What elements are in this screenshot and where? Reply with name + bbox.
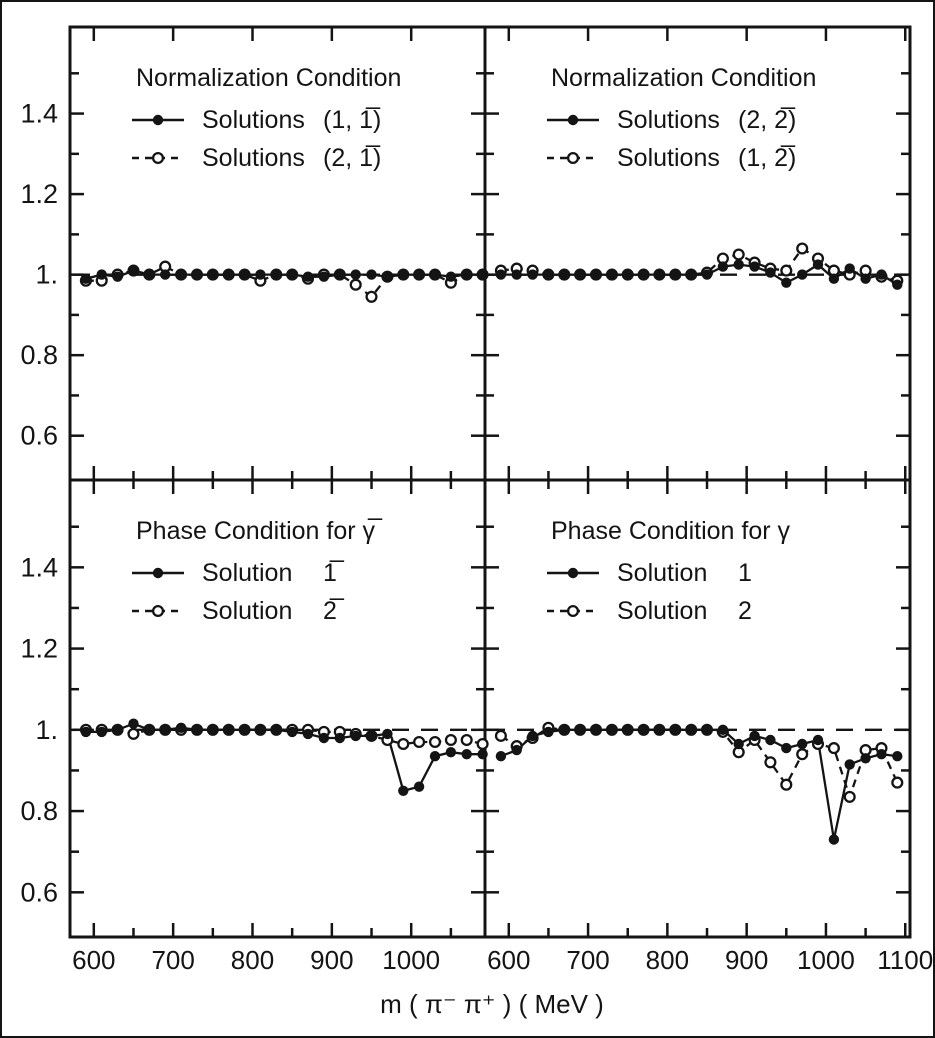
data-point-marker [512,269,522,279]
legend-value: 1 [738,559,752,587]
data-point-marker [239,269,249,279]
legend-filled-circle-icon [153,115,163,125]
data-point-marker [876,269,886,279]
data-point-marker [112,272,122,282]
legend-label: Solutions [617,106,720,134]
data-point-marker [97,727,107,737]
x-tick-label: 600 [487,945,531,975]
data-point-marker [686,269,696,279]
data-point-marker [335,269,345,279]
data-point-marker [303,729,313,739]
data-point-marker [559,269,569,279]
data-point-marker [287,727,297,737]
data-point-marker [351,269,361,279]
x-tick-label: 900 [310,945,354,975]
data-point-marker [176,269,186,279]
data-point-marker [398,786,408,796]
data-point-marker [224,269,234,279]
data-point-marker [160,269,170,279]
data-point-marker [398,739,408,749]
data-point-marker [367,292,377,302]
legend-value: 2̅ [323,597,337,625]
legend-label: Solutions [617,144,720,172]
data-point-marker [575,269,585,279]
data-point-marker [527,731,537,741]
data-point-marker [781,743,791,753]
legend-value: 2 [738,597,752,625]
data-point-marker [128,719,138,729]
data-point-marker [81,274,91,284]
data-point-marker [81,727,91,737]
data-point-marker [734,739,744,749]
data-point-marker [892,280,902,290]
data-point-marker [734,250,744,260]
y-tick-label: 1.4 [20,98,58,129]
data-point-marker [527,269,537,279]
data-point-marker [414,269,424,279]
data-point-marker [781,266,791,276]
legend-value: (1, 1̅) [323,106,382,134]
data-point-marker [797,269,807,279]
data-point-marker [718,725,728,735]
data-point-marker [208,725,218,735]
legend-open-circle-icon [568,153,578,163]
data-point-marker [128,265,138,275]
data-point-marker [496,731,506,741]
data-point-marker [335,733,345,743]
data-point-marker [876,749,886,759]
data-point-marker [860,753,870,763]
data-point-marker [781,278,791,288]
x-tick-label: 1000 [382,945,441,975]
data-point-marker [462,269,472,279]
data-point-marker [382,729,392,739]
data-point-marker [271,269,281,279]
data-point-marker [670,725,680,735]
data-point-marker [462,735,472,745]
data-point-marker [559,725,569,735]
data-point-marker [543,269,553,279]
legend-filled-circle-icon [153,568,163,578]
data-point-marker [97,269,107,279]
legend-label: Solutions [202,144,305,172]
data-point-marker [224,725,234,735]
data-point-marker [749,731,759,741]
data-point-marker [462,749,472,759]
data-point-marker [366,731,376,741]
data-point-marker [192,269,202,279]
data-point-marker [496,269,506,279]
data-point-marker [797,244,807,254]
data-point-marker [829,274,839,284]
data-point-marker [734,259,744,269]
data-point-marker [160,725,170,735]
y-tick-label: 1.2 [20,179,58,210]
y-tick-label: 1.2 [20,633,58,664]
legend-value: (2, 1̅) [323,144,382,172]
legend-value: (2, 2̅) [738,106,797,134]
data-point-marker [654,269,664,279]
data-point-marker [813,735,823,745]
y-tick-label: 0.8 [20,796,58,827]
data-point-marker [414,782,424,792]
data-point-marker [208,269,218,279]
data-point-marker [892,751,902,761]
data-point-marker [543,727,553,737]
data-point-marker [351,280,361,290]
data-point-marker [718,261,728,271]
legend-label: Solution [617,597,708,625]
data-point-marker [638,269,648,279]
data-point-marker [129,729,139,739]
data-point-marker [845,792,855,802]
data-point-marker [382,272,392,282]
x-tick-label: 800 [645,945,690,975]
data-point-marker [797,739,807,749]
data-point-marker [319,272,329,282]
y-tick-label: 0.8 [20,340,58,371]
data-point-marker [287,269,297,279]
data-point-marker [591,725,601,735]
data-point-marker [239,725,249,735]
data-point-marker [496,751,506,761]
data-point-marker [430,737,440,747]
data-point-marker [446,747,456,757]
data-point-marker [366,269,376,279]
data-point-marker [781,780,791,790]
data-point-marker [351,731,361,741]
data-point-marker [144,725,154,735]
data-point-marker [702,269,712,279]
panel-title: Normalization Condition [551,64,817,92]
legend-value: (1, 2̅) [738,144,797,172]
data-point-marker [575,725,585,735]
data-point-marker [591,269,601,279]
data-point-marker [144,269,154,279]
data-point-marker [638,725,648,735]
data-point-marker [607,725,617,735]
x-tick-label: 900 [724,945,769,975]
panel-title: Phase Condition for γ̅ [136,517,376,545]
data-point-marker [271,725,281,735]
data-point-marker [749,261,759,271]
y-tick-label: 0.6 [20,877,58,908]
data-point-marker [446,735,456,745]
data-point-marker [797,749,807,759]
legend-label: Solutions [202,106,305,134]
data-point-marker [623,269,633,279]
data-point-marker [623,725,633,735]
data-point-marker [766,757,776,767]
data-point-marker [398,269,408,279]
data-point-marker [512,745,522,755]
data-point-marker [430,751,440,761]
data-point-marker [686,725,696,735]
panel-title: Normalization Condition [136,64,402,92]
legend-open-circle-icon [568,606,578,616]
y-tick-label: 0.6 [20,420,58,451]
data-point-marker [192,725,202,735]
data-point-marker [446,272,456,282]
data-point-marker [845,263,855,273]
x-tick-label: 1000 [797,945,855,975]
data-point-marker [303,272,313,282]
data-point-marker [430,269,440,279]
y-tick-label: 1. [35,714,58,745]
data-point-marker [702,725,712,735]
data-point-marker [765,267,775,277]
legend-label: Solution [202,559,293,587]
x-tick-label: 700 [151,945,195,975]
data-point-marker [845,759,855,769]
y-tick-label: 1. [35,259,58,290]
data-point-marker [112,725,122,735]
data-point-marker [319,733,329,743]
data-point-marker [176,723,186,733]
legend-open-circle-icon [153,606,163,616]
data-point-marker [654,725,664,735]
legend-value: 1̅ [323,559,337,587]
data-point-marker [255,269,265,279]
legend-filled-circle-icon [568,568,578,578]
data-point-marker [414,737,424,747]
data-point-marker [477,749,487,759]
x-tick-label: 700 [566,945,610,975]
x-axis-label: m ( π⁻ π⁺ ) ( MeV ) [380,989,604,1019]
x-tick-label: 1100 [877,945,934,975]
panel-title: Phase Condition for γ [551,517,791,545]
data-point-marker [829,743,839,753]
data-point-marker [829,834,839,844]
data-point-marker [892,778,902,788]
x-tick-label: 600 [72,945,116,975]
data-point-marker [670,269,680,279]
legend-label: Solution [617,559,708,587]
legend-open-circle-icon [153,153,163,163]
data-point-marker [478,739,488,749]
data-point-marker [607,269,617,279]
legend-label: Solution [202,597,293,625]
data-point-marker [860,274,870,284]
x-tick-label: 800 [230,945,275,975]
data-point-marker [255,725,265,735]
data-point-marker [813,259,823,269]
y-tick-label: 1.4 [20,552,58,583]
data-point-marker [765,735,775,745]
legend-filled-circle-icon [568,115,578,125]
